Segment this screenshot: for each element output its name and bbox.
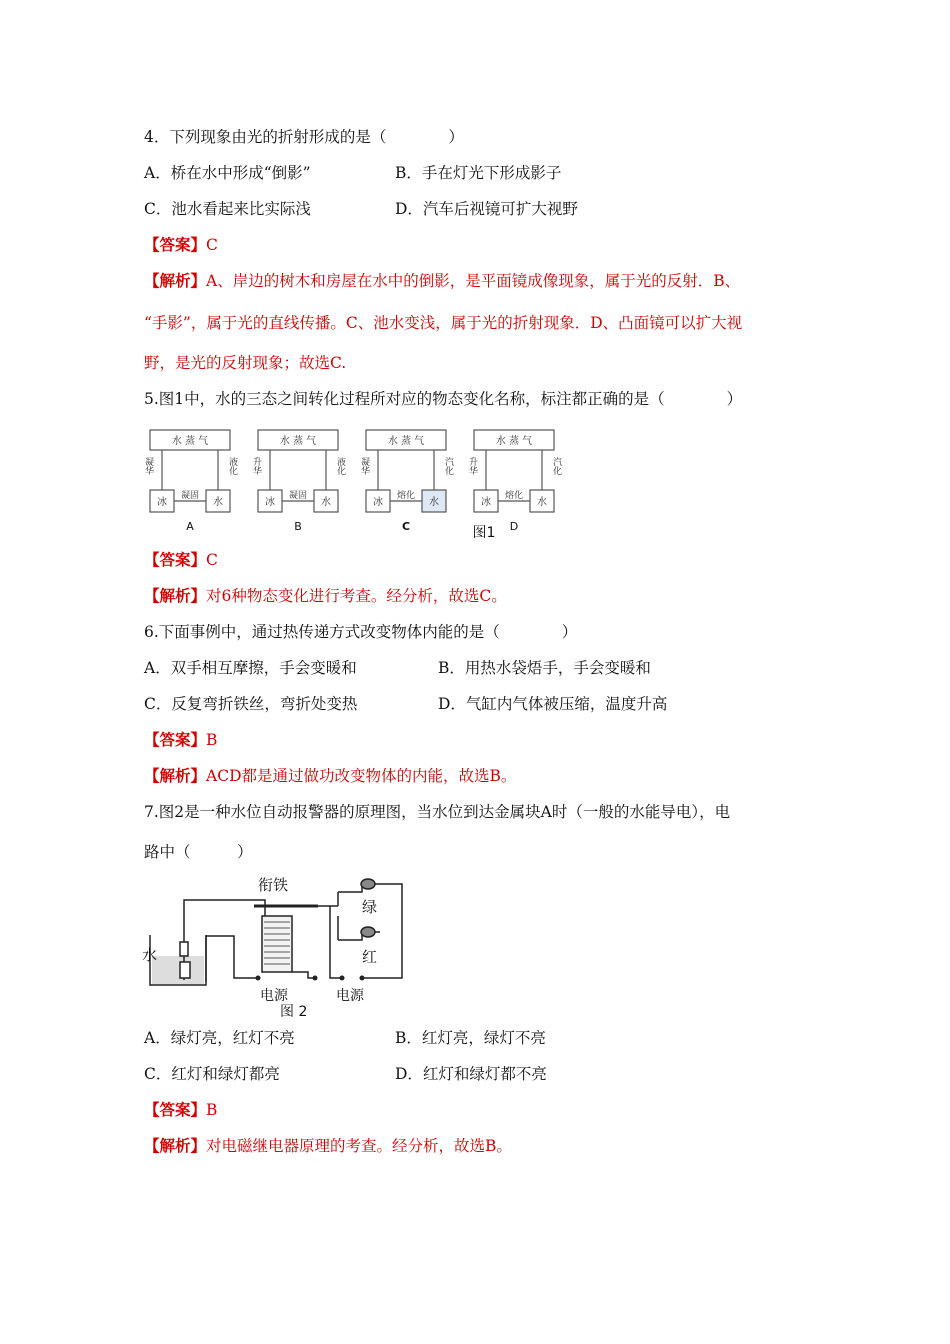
analysis-text: 对电磁继电器原理的考查。经分析，故选B。 [206,1137,512,1155]
figure-1-caption: 图1 [472,525,496,541]
figure-1 [140,420,570,545]
left-process-label: 升华 [467,457,477,475]
green-label: 绿 [362,898,378,916]
power2-terminal-left [340,976,345,981]
power1-label: 电源 [260,988,288,1004]
wire-coil [292,972,315,978]
q7-option-c: C．红灯和绿灯都亮 [144,1065,280,1083]
vapor-label: 水 蒸 气 [171,436,209,447]
wire-middle [330,906,342,978]
power2-label: 电源 [336,988,364,1004]
panel-letter: C [401,520,411,533]
water-label: 水 [321,497,331,508]
power2-terminal-right [360,976,365,981]
panel-letter: A [186,520,194,533]
metal-block-b [180,962,190,978]
figure-2 [140,870,420,1020]
ice-label: 冰 [265,497,275,508]
analysis-tag: 【解析】 [144,1136,207,1155]
q6-stem: 6.下面事例中，通过热传递方式改变物体内能的是（ ） [144,623,578,641]
middle-process-label: 凝固 [288,491,308,501]
analysis-text: ACD都是通过做功改变物体的内能，故选B。 [206,767,517,785]
armature-label: 衔铁 [258,876,289,894]
power1-terminal-right [313,976,318,981]
answer-tag: 【答案】 [144,1100,207,1119]
q7-option-d: D．红灯和绿灯都不亮 [395,1065,547,1083]
q6-answer [144,730,217,750]
q6-option-a: A．双手相互摩擦，手会变暖和 [144,659,357,677]
q4-option-c: C．池水看起来比实际浅 [144,200,311,218]
q7-answer [144,1100,217,1120]
middle-process-label: 熔化 [504,491,524,501]
q4-option-b: B．手在灯光下形成影子 [395,164,562,182]
water-label: 水 [142,946,158,964]
red-lamp [361,927,375,937]
answer-tag: 【答案】 [144,730,207,749]
water-body [152,956,204,984]
analysis-text: A、岸边的树木和房屋在水中的倒影，是平面镜成像现象，属于光的反射．B、 [206,272,741,290]
panel-letter: B [294,520,302,533]
wire-beaker [206,936,258,982]
ice-label: 冰 [373,497,383,508]
figure-1-panel-b [251,430,346,533]
answer-value: C [206,551,218,569]
electromagnet [262,916,292,972]
right-process-label: 液化 [227,457,237,475]
water-label: 水 [213,497,223,508]
q4-analysis-line-1 [144,271,740,291]
answer-value: B [206,731,218,749]
figure-2-caption: 图 2 [280,1004,308,1020]
q5-analysis [144,586,507,606]
q4-answer [144,235,218,255]
ice-label: 冰 [481,497,491,508]
q4-option-d: D．汽车后视镜可扩大视野 [395,200,578,218]
ice-label: 冰 [157,497,167,508]
q6-analysis [144,766,516,786]
q6-option-b: B．用热水袋焐手，手会变暖和 [438,659,651,677]
q5-stem: 5.图1中，水的三态之间转化过程所对应的物态变化名称，标注都正确的是（ ） [144,390,743,408]
answer-tag: 【答案】 [144,550,207,569]
q7-stem-line-2: 路中（ ） [144,843,253,861]
vapor-label: 水 蒸 气 [279,436,317,447]
q7-stem-line-1: 7.图2是一种水位自动报警器的原理图，当水位到达金属块A时（一般的水能导电），电 [144,803,731,821]
analysis-tag: 【解析】 [144,766,207,785]
answer-tag: 【答案】 [144,235,207,254]
red-label: 红 [362,948,378,966]
water-label: 水 [537,497,547,508]
q7-option-b: B．红灯亮，绿灯不亮 [395,1029,546,1047]
metal-block-a [180,942,188,956]
water-label: 水 [429,497,439,508]
middle-process-label: 熔化 [396,491,416,501]
panel-letter: D [509,520,519,533]
q4-analysis-line-2: “手影”，属于光的直线传播。C、池水变浅，属于光的折射现象．D、凸面镜可以扩大视 [144,314,743,332]
answer-value: B [206,1101,218,1119]
q5-answer [144,550,218,570]
q4-stem: 4．下列现象由光的折射形成的是（ ） [144,128,464,146]
vapor-label: 水 蒸 气 [387,436,425,447]
q7-analysis [144,1136,512,1156]
q4-analysis-line-3: 野，是光的反射现象；故选C. [144,354,347,372]
q4-option-a: A．桥在水中形成“倒影” [144,164,311,182]
left-process-label: 凝华 [143,457,153,475]
figure-1-panel-a [143,430,238,533]
q6-option-d: D．气缸内气体被压缩，温度升高 [438,695,668,713]
answer-value: C [206,236,218,254]
power1-terminal-left [256,976,261,981]
middle-process-label: 凝固 [180,491,200,501]
right-process-label: 液化 [335,457,345,475]
analysis-tag: 【解析】 [144,586,207,605]
right-process-label: 汽化 [443,457,453,475]
q7-option-a: A．绿灯亮，红灯不亮 [144,1029,295,1047]
left-process-label: 凝华 [359,457,369,475]
analysis-text: 对6种物态变化进行考查。经分析，故选C。 [206,587,507,605]
figure-1-panel-c [359,430,454,533]
analysis-tag: 【解析】 [144,271,207,290]
vapor-label: 水 蒸 气 [495,436,533,447]
left-process-label: 升华 [251,457,261,475]
q6-option-c: C．反复弯折铁丝，弯折处变热 [144,695,358,713]
right-process-label: 汽化 [551,457,561,475]
green-lamp [361,879,375,889]
figure-1-panel-d [467,430,562,533]
